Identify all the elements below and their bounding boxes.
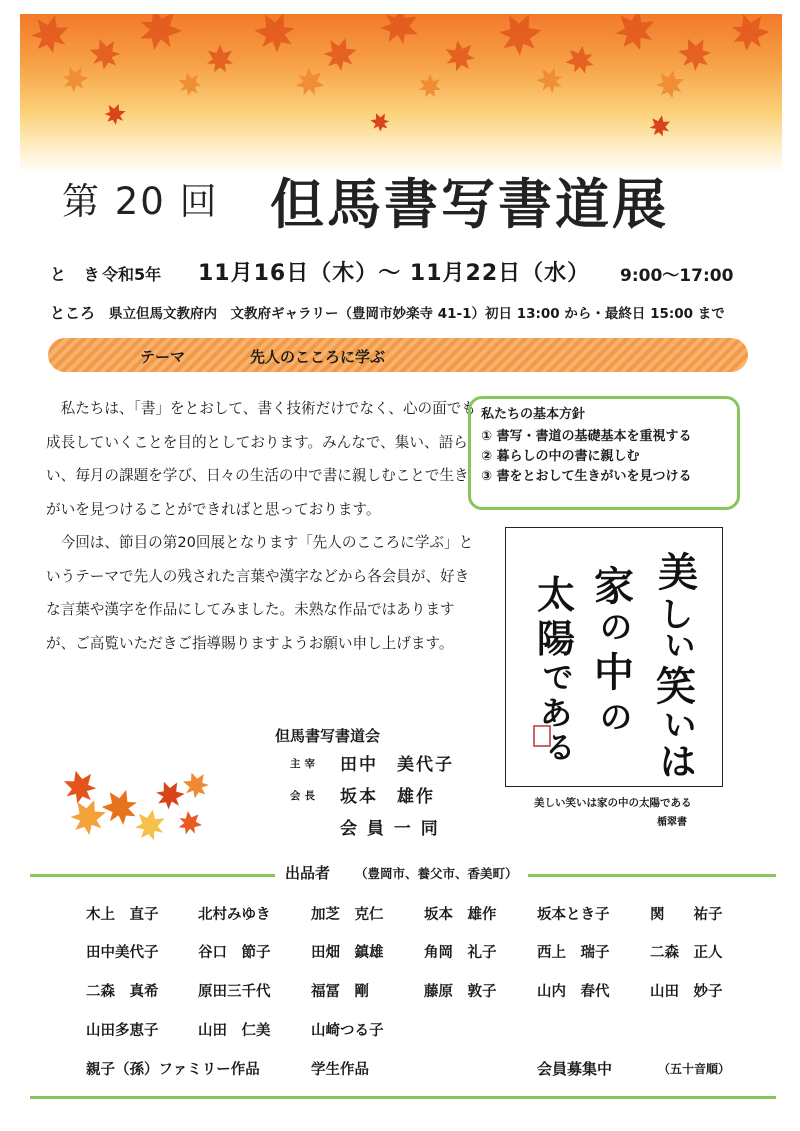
calligraphy-col-3-char: 太 [536, 572, 576, 617]
exhibitors-title: 出品者 [285, 864, 331, 882]
calligraphy-col-1-char: 笑 [656, 663, 696, 710]
divider-bottom [30, 1096, 776, 1099]
exhibitors-cities: （豊岡市、養父市、香美町） [355, 866, 518, 881]
greeting-paragraph-2: 今回は、節目の第20回展となります「先人のこころに学ぶ」というテーマで先人の残された言葉や漢字などから各会員が、好きな言葉や漢字を作品にしてみました。未熟な作品ではありますが、ご高覧いただきご指導賜りますようお願い申し上げます。 [46, 534, 474, 652]
exhibitor-name: 関 祐子 [650, 907, 723, 923]
calligraphy-author: 楯翠書 [657, 817, 687, 828]
exhibitor-name: 北村みゆき [198, 907, 271, 923]
theme-bar [48, 338, 748, 372]
calligraphy-col-1-char: い [663, 706, 697, 744]
calligraphy-col-2-char: 家 [594, 563, 634, 610]
exhibitor-name: 谷口 節子 [198, 945, 271, 961]
theme-label: テーマ [140, 348, 186, 366]
policy-item: ② 暮らしの中の書に親しむ [481, 449, 640, 464]
maple-leaves-icon [58, 765, 218, 855]
policy-item: ③ 書をとおして生きがいを見つける [481, 469, 692, 484]
exhibitor-name: 藤原 敦子 [424, 984, 497, 1000]
policy-title: 私たちの基本方針 [481, 407, 586, 422]
greeting-text [46, 392, 476, 660]
exhibitor-name: 山崎つる子 [311, 1023, 384, 1039]
calligraphy-col-3-char: で [543, 661, 573, 696]
exhibitor-name: 山田 仁美 [198, 1023, 271, 1039]
divider-right [528, 874, 776, 877]
chair-role: 主宰 [290, 758, 319, 770]
sort-order-note: （五十音順） [658, 1062, 731, 1076]
calligraphy-col-1-char: い [665, 629, 695, 664]
calligraphy-col-1-char: し [659, 595, 693, 635]
exhibitor-name: 坂本とき子 [537, 907, 610, 923]
organization-name: 但馬書写書道会 [275, 727, 381, 745]
maple-leaves-illustration [20, 14, 782, 174]
calligraphy-col-3-char: 陽 [536, 616, 576, 661]
calligraphy-caption: 美しい笑いは家の中の太陽である [534, 797, 692, 809]
exhibitor-name: 山内 春代 [537, 984, 610, 1000]
chair-name: 田中 美代子 [340, 755, 454, 775]
calligraphy-col-3-char: る [545, 731, 575, 766]
exhibitor-name: 山田多恵子 [86, 1023, 159, 1039]
president-name: 坂本 雄作 [340, 787, 435, 807]
policy-box [468, 396, 740, 510]
member-recruitment: 会員募集中 [537, 1060, 613, 1078]
student-works: 学生作品 [311, 1062, 369, 1078]
exhibitor-name: 坂本 雄作 [424, 907, 497, 923]
calligraphy-col-2-char: 中 [594, 649, 634, 696]
where-row [50, 302, 725, 323]
page-title: 但馬書写書道展 [270, 173, 669, 236]
exhibitor-name: 田畑 鎮雄 [311, 945, 384, 961]
autumn-leaves-banner [20, 14, 782, 174]
calligraphy-image [506, 528, 721, 785]
policy-item: ① 書写・書道の基礎基本を重視する [481, 429, 692, 444]
exhibitor-name: 福冨 剛 [311, 984, 369, 1000]
edition-number: 第 20 回 [62, 180, 219, 223]
members-line: 会 員 一 同 [340, 819, 440, 839]
theme-text: 先人のこころに学ぶ [250, 348, 386, 366]
when-dates: 11月16日（木）～ 11月22日（水） [198, 261, 591, 286]
exhibitor-name: 木上 直子 [86, 907, 159, 923]
when-label: と き [50, 265, 106, 284]
calligraphy-artwork [505, 527, 723, 787]
where-label: ところ [50, 304, 96, 322]
calligraphy-col-3-char: あ [539, 694, 573, 732]
family-works: 親子（孫）ファミリー作品 [86, 1062, 260, 1078]
exhibitor-name: 田中美代子 [86, 945, 159, 961]
calligraphy-col-1-char: は [659, 741, 697, 783]
exhibitor-name: 山田 妙子 [650, 984, 723, 1000]
divider-left [30, 874, 275, 877]
greeting-paragraph-1: 私たちは、「書」をとおして、書く技術だけでなく、心の面でも成長していくことを目的としております。みんなで、集い、語らい、毎月の課題を学び、日々の生活の中で書に親しむことで生きがいを見つけることができればと思っております。 [46, 400, 476, 518]
when-time: 9:00～17:00 [620, 266, 734, 286]
calligraphy-col-1-char: 美 [658, 549, 698, 596]
exhibitor-name: 二森 正人 [650, 945, 723, 961]
calligraphy-col-2-char: の [599, 608, 633, 646]
calligraphy-col-2-char: の [599, 698, 633, 736]
exhibitor-name: 原田三千代 [198, 984, 271, 1000]
exhibitor-name: 角岡 礼子 [424, 945, 497, 961]
exhibitor-name: 西上 瑞子 [537, 945, 610, 961]
president-role: 会長 [290, 790, 319, 802]
when-era: 令和5年 [102, 265, 162, 284]
where-text: 県立但馬文教府内 文教府ギャラリー（豊岡市妙楽寺 41-1）初日 13:00 から・最終日 15:00 まで [109, 306, 725, 322]
exhibitor-name: 加芝 克仁 [311, 907, 384, 923]
exhibitor-name: 二森 真希 [86, 984, 159, 1000]
